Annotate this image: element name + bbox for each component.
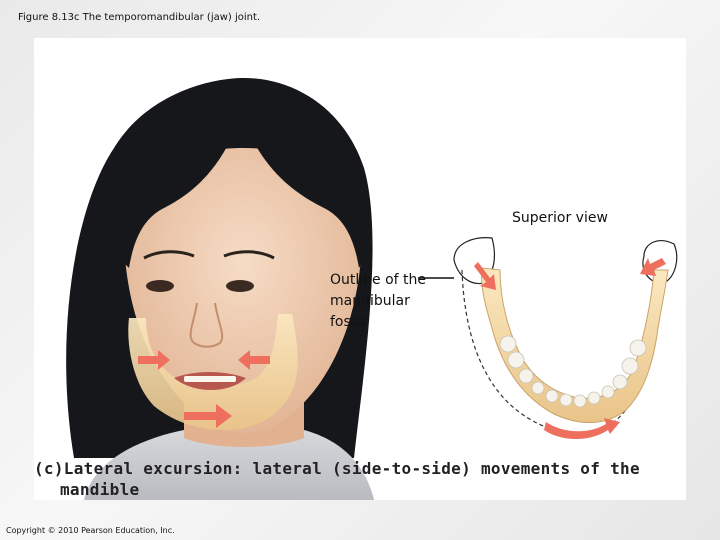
tooth: [500, 336, 516, 352]
mandible-superior-view: [418, 238, 677, 439]
figure-title: Figure 8.13c The temporomandibular (jaw) joint.: [18, 12, 261, 23]
figure-panel: [34, 38, 686, 500]
tooth: [588, 392, 600, 404]
copyright-notice: Copyright © 2010 Pearson Education, Inc.: [6, 526, 175, 535]
figure-caption: [34, 458, 674, 500]
tooth: [613, 375, 627, 389]
tooth: [546, 390, 558, 402]
tooth: [519, 369, 533, 383]
tooth: [602, 386, 614, 398]
caption-line-1: (c)Lateral excursion: lateral (side-to-side) movements of the: [34, 459, 640, 478]
fossa-outline-label: Outline of the mandibular fossa: [330, 272, 427, 330]
left-eye: [146, 280, 174, 292]
tooth: [532, 382, 544, 394]
tooth: [630, 340, 646, 356]
tooth: [622, 358, 638, 374]
tooth: [574, 395, 586, 407]
superior-view-label: Superior view: [512, 210, 608, 226]
woman-head: [66, 78, 374, 500]
teeth: [184, 376, 236, 382]
tooth: [508, 352, 524, 368]
caption-line-2: mandible: [60, 480, 140, 499]
tooth: [560, 394, 572, 406]
jaw-illustration: [34, 38, 686, 500]
right-eye: [226, 280, 254, 292]
